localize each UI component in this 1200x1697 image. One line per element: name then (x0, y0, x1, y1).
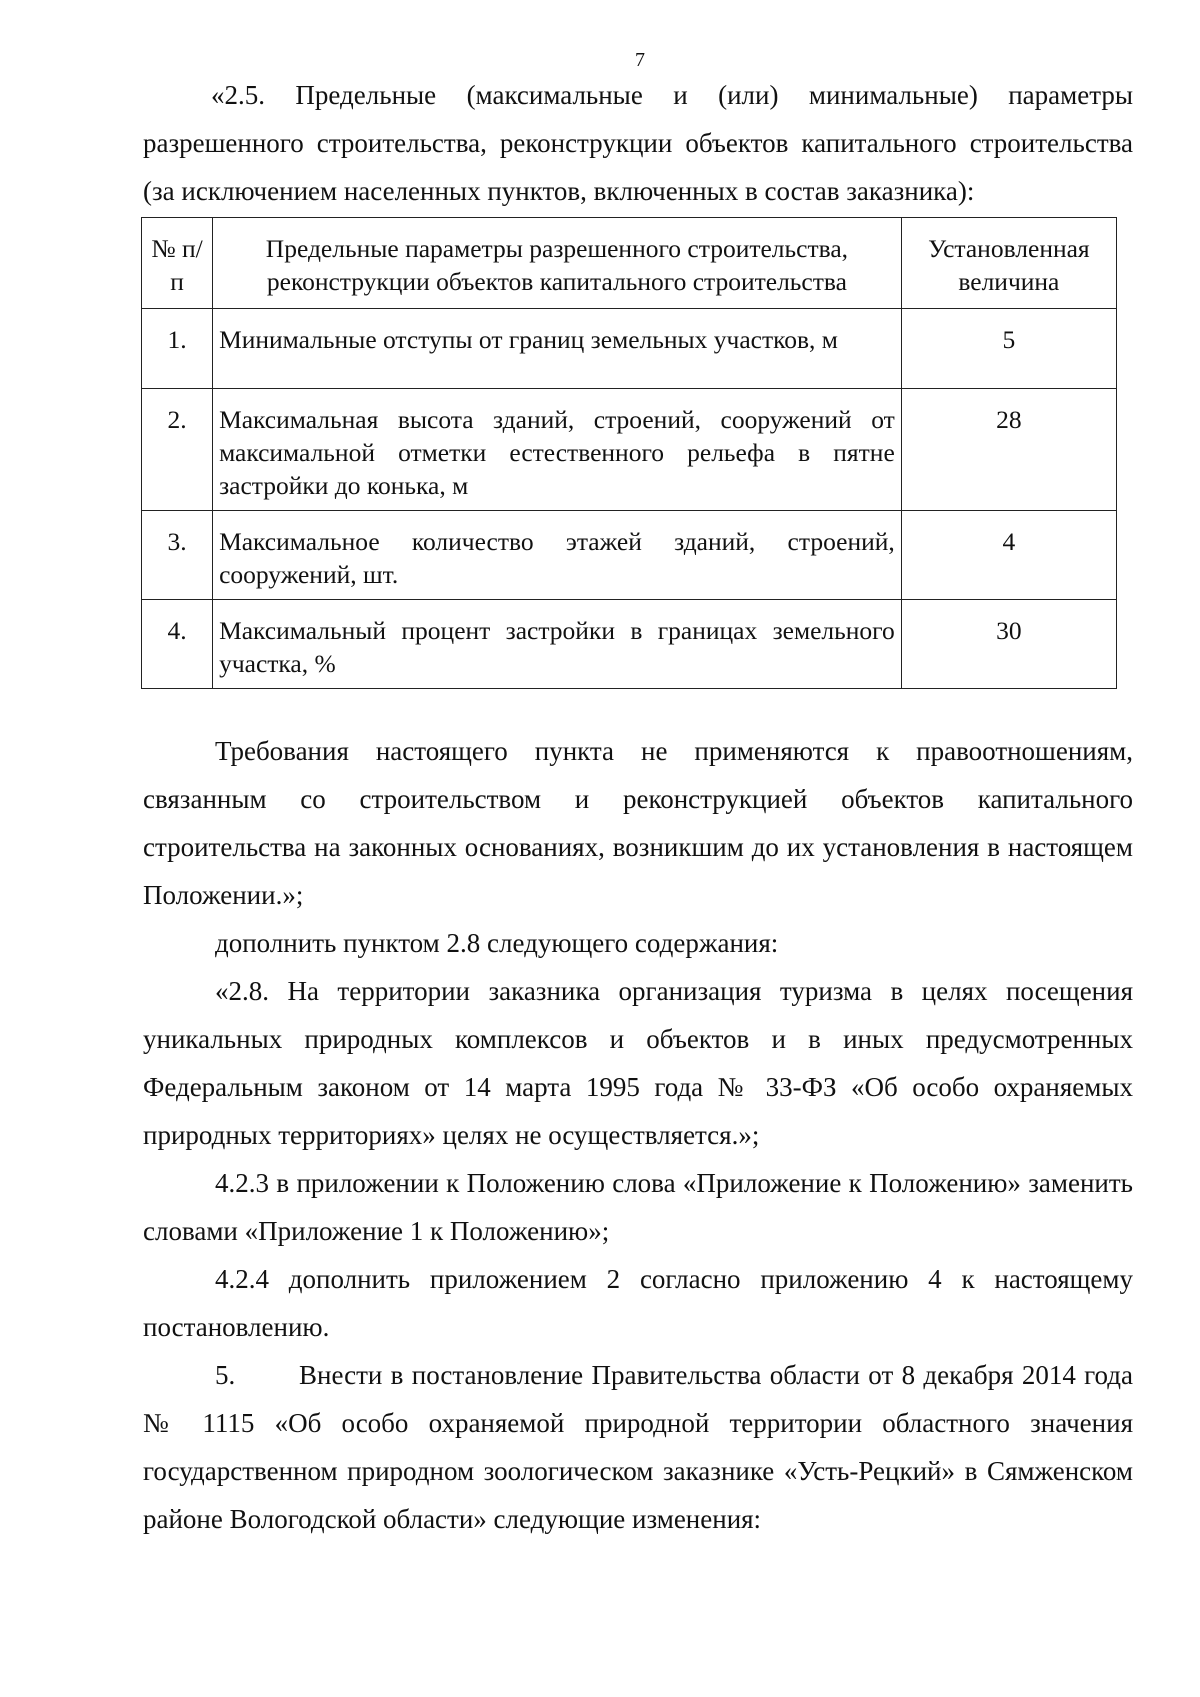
row-param: Максимальная высота зданий, строений, сооружений от максимальной отметки естественного рельефа в пятне застройки до конька, м (213, 389, 902, 511)
row-value: 4 (901, 511, 1116, 600)
row-num: 1. (142, 309, 213, 389)
table-row (142, 389, 1117, 511)
row-param: Максимальное количество этажей зданий, строений, сооружений, шт. (213, 511, 902, 600)
header-num: № п/п (142, 218, 213, 309)
table-row (142, 600, 1117, 689)
table-header-row (142, 218, 1117, 309)
paragraph-4-2-3: 4.2.3 в приложении к Положению слова «Приложение к Положению» заменить словами «Приложение 1 к Положению»; (143, 1168, 1133, 1246)
paragraph-item-2-8: «2.8. На территории заказника организация туризма в целях посещения уникальных природных комплексов и объектов и в иных предусмотренных Федеральным законом от 14 марта 1995 года № 33-ФЗ «Об особо охраняемых природных территориях» целях не осуществляется.»; (143, 976, 1133, 1150)
row-value: 30 (901, 600, 1116, 689)
table-row (142, 309, 1117, 389)
page-number: 7 (635, 49, 645, 71)
row-num: 2. (142, 389, 213, 511)
row-value: 28 (901, 389, 1116, 511)
row-value: 5 (901, 309, 1116, 389)
paragraph-item-5 (143, 1351, 1133, 1543)
intro-block (143, 71, 1133, 215)
row-param: Максимальный процент застройки в границах земельного участка, % (213, 600, 902, 689)
paragraph-add-item: дополнить пунктом 2.8 следующего содержания: (215, 928, 779, 958)
item-5-number: 5. (215, 1360, 236, 1390)
row-num: 4. (142, 600, 213, 689)
header-param: Предельные параметры разрешенного строительства, реконструкции объектов капитального строительства (213, 218, 902, 309)
item-5-text: Внести в постановление Правительства области от 8 декабря 2014 года № 1115 «Об особо охраняемой природной территории областного значения государственном природном зоологическом заказнике «Усть-Рецкий» в Сямженском районе Вологодской области» следующие изменения: (143, 1360, 1133, 1534)
paragraph-4-2-4: 4.2.4 дополнить приложением 2 согласно приложению 4 к настоящему постановлению. (143, 1264, 1133, 1342)
header-value: Установленная величина (901, 218, 1116, 309)
table-row (142, 511, 1117, 600)
paragraph-requirements: Требования настоящего пункта не применяются к правоотношениям, связанным со строительством и реконструкцией объектов капитального строительства на законных основаниях, возникшим до их установления в настоящем Положении.»; (143, 736, 1133, 910)
body-text-block (143, 727, 1133, 1543)
intro-paragraph: «2.5. Предельные (максимальные и (или) минимальные) параметры разрешенного строительства, реконструкции объектов капитального строительства (за исключением населенных пунктов, включенных в состав заказника): (143, 80, 1133, 206)
parameters-table (141, 217, 1117, 689)
row-num: 3. (142, 511, 213, 600)
row-param: Минимальные отступы от границ земельных участков, м (213, 309, 902, 389)
